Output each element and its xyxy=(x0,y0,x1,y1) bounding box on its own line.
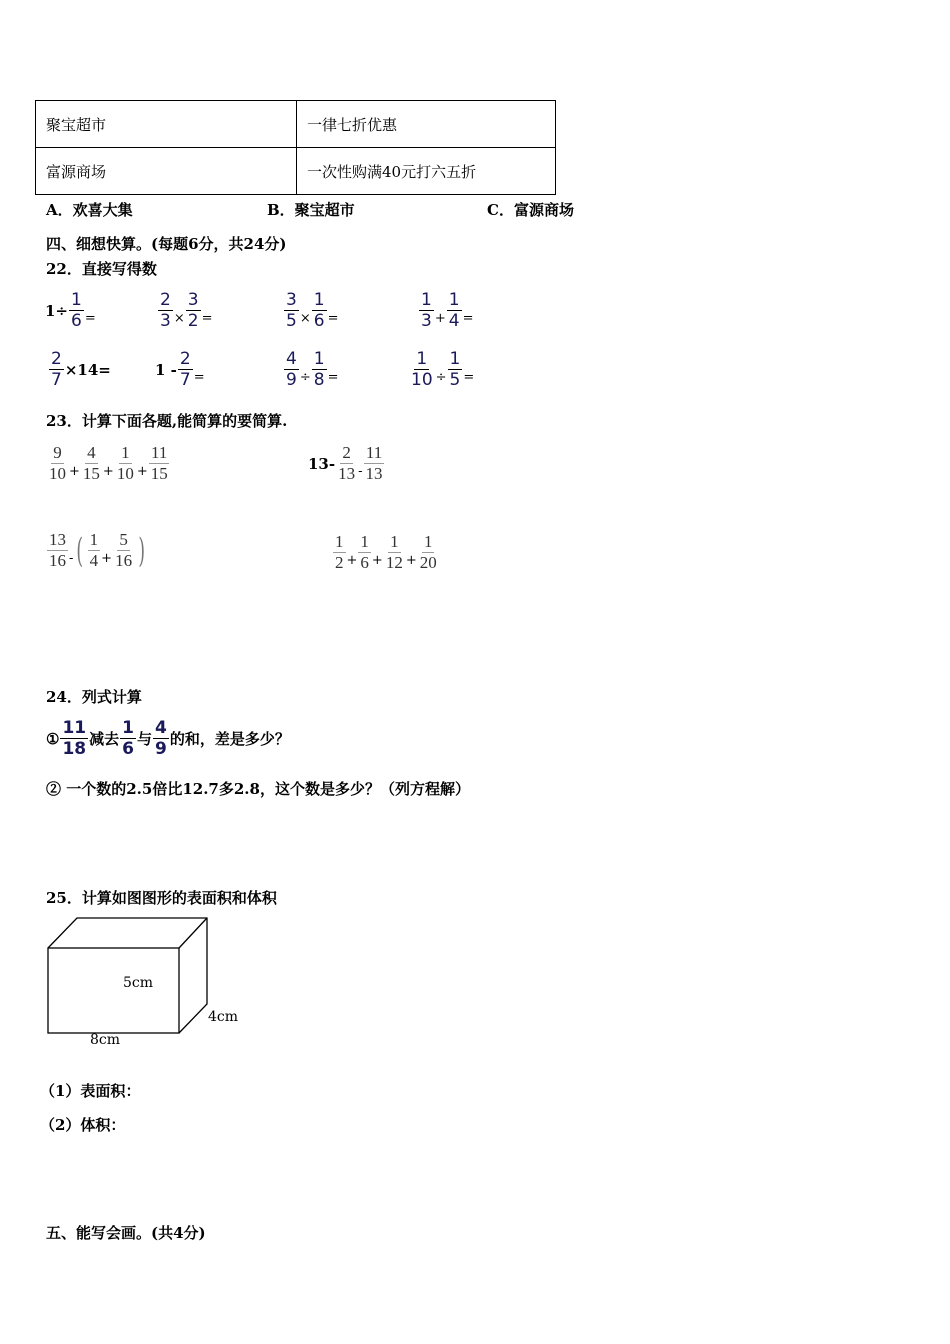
denominator: 3 xyxy=(421,311,432,331)
math-expression xyxy=(418,290,473,331)
denominator: 6 xyxy=(360,553,369,572)
operator: = xyxy=(84,311,96,326)
numerator: 2 xyxy=(160,290,171,310)
expression-text: 的和，差是多少？ xyxy=(169,730,290,748)
denominator: 10 xyxy=(49,464,66,483)
numerator: 1 xyxy=(416,349,428,369)
fraction xyxy=(333,532,346,573)
numerator: 1 xyxy=(122,718,134,738)
question-title: 25．计算如图图形的表面积和体积 xyxy=(46,889,277,907)
numerator: 1 xyxy=(121,443,130,462)
numerator: 3 xyxy=(286,290,297,310)
denominator: 10 xyxy=(411,370,433,390)
math-expression xyxy=(283,290,338,331)
denominator: 15 xyxy=(82,464,100,483)
denominator: 8 xyxy=(313,370,325,390)
operator: ÷ xyxy=(299,370,311,385)
numerator: 1 xyxy=(89,530,99,549)
math-expression xyxy=(157,290,212,331)
numerator: 9 xyxy=(53,443,62,462)
fraction xyxy=(418,532,439,573)
fraction xyxy=(88,530,101,571)
numerator: 4 xyxy=(87,443,96,462)
fraction xyxy=(178,349,193,390)
option-b: B．聚宝超市 xyxy=(267,201,355,219)
store-name: 聚宝超市 xyxy=(36,101,297,148)
math-expression xyxy=(155,349,205,390)
fraction xyxy=(69,290,84,331)
expression-text: 减去 xyxy=(89,730,120,748)
denominator: 7 xyxy=(51,370,62,390)
numerator: 11 xyxy=(151,443,168,462)
store-discount: 一次性购满40元打六五折 xyxy=(297,148,556,195)
parenthesis: ( xyxy=(76,530,84,571)
denominator: 10 xyxy=(116,464,134,483)
operator: = xyxy=(201,311,213,326)
parenthesis: ) xyxy=(138,530,146,571)
denominator: 16 xyxy=(49,551,66,570)
operator: + xyxy=(136,464,148,479)
expression-text: ×14= xyxy=(64,360,111,379)
fraction xyxy=(448,349,463,390)
denominator: 9 xyxy=(286,370,297,390)
denominator: 9 xyxy=(155,739,167,759)
operator: + xyxy=(102,464,114,479)
option-a: A．欢喜大集 xyxy=(46,201,133,219)
operator: - xyxy=(69,551,74,566)
operator: + xyxy=(405,553,417,568)
math-expression xyxy=(46,443,171,484)
fraction xyxy=(186,290,201,331)
operator: = xyxy=(327,311,339,326)
math-expression xyxy=(46,530,148,571)
fraction xyxy=(49,349,64,390)
numerator: 4 xyxy=(286,349,297,369)
expression-text: 与 xyxy=(136,730,152,748)
numerator: 1 xyxy=(335,532,344,551)
denominator: 6 xyxy=(71,311,82,331)
numerator: 1 xyxy=(313,290,325,310)
width-label: 4cm xyxy=(208,1009,239,1025)
numerator: 3 xyxy=(187,290,199,310)
operator: - xyxy=(358,464,363,479)
expression-text: 1 - xyxy=(155,360,177,379)
operator: + xyxy=(101,551,113,566)
numerator: 13 xyxy=(49,530,66,549)
answer-surface-area: （1）表面积： xyxy=(40,1082,141,1100)
numerator: 2 xyxy=(51,349,62,369)
numerator: 5 xyxy=(119,530,128,549)
fraction xyxy=(47,530,68,571)
numerator: 4 xyxy=(155,718,167,738)
store-discount: 一律七折优惠 xyxy=(297,101,556,148)
denominator: 18 xyxy=(62,739,87,759)
operator: + xyxy=(346,553,358,568)
denominator: 13 xyxy=(338,464,356,483)
fraction xyxy=(409,349,435,390)
denominator: 2 xyxy=(187,311,199,331)
denominator: 5 xyxy=(286,311,297,331)
fraction xyxy=(364,443,385,484)
denominator: 12 xyxy=(385,553,403,572)
denominator: 13 xyxy=(365,464,383,483)
numerator: 1 xyxy=(360,532,369,551)
fraction xyxy=(336,443,357,484)
denominator: 4 xyxy=(448,311,460,331)
question-title: 23．计算下面各题,能简算的要简算. xyxy=(46,412,288,430)
math-expression xyxy=(332,532,440,573)
fraction xyxy=(153,718,169,759)
fraction xyxy=(284,290,299,331)
expression-text: 13- xyxy=(308,454,336,473)
fraction xyxy=(384,532,405,573)
question-title: 24．列式计算 xyxy=(46,688,142,706)
math-expression xyxy=(283,349,338,390)
denominator: 3 xyxy=(160,311,171,331)
operator: ÷ xyxy=(435,370,447,385)
denominator: 15 xyxy=(150,464,168,483)
operator: + xyxy=(434,311,446,326)
fraction xyxy=(312,290,327,331)
denominator: 6 xyxy=(122,739,134,759)
fraction xyxy=(149,443,170,484)
store-name: 富源商场 xyxy=(36,148,297,195)
fraction xyxy=(60,718,88,759)
numerator: 11 xyxy=(62,718,87,738)
fraction xyxy=(284,349,299,390)
numerator: 2 xyxy=(342,443,351,462)
fraction xyxy=(419,290,434,331)
operator: + xyxy=(69,464,80,479)
operator: × xyxy=(173,311,185,326)
operator: = xyxy=(327,370,339,385)
expression-text: ① xyxy=(46,729,60,748)
operator: + xyxy=(371,553,383,568)
fraction xyxy=(47,443,68,484)
denominator: 20 xyxy=(419,553,437,572)
fraction xyxy=(81,443,102,484)
question-item-1 xyxy=(46,718,290,759)
fraction xyxy=(312,349,327,390)
numerator: 1 xyxy=(449,349,461,369)
math-expression xyxy=(48,349,111,390)
option-c: C．富源商场 xyxy=(487,201,574,219)
section-heading: 四、细想快算。(每题6分，共24分) xyxy=(46,235,287,253)
numerator: 1 xyxy=(390,532,399,551)
numerator: 2 xyxy=(179,349,191,369)
section-heading: 五、能写会画。(共4分) xyxy=(46,1224,206,1242)
math-expression xyxy=(45,290,96,331)
fraction xyxy=(358,532,371,573)
height-label: 5cm xyxy=(123,975,154,991)
question-item-2: ② 一个数的2.5倍比12.7多2.8，这个数是多少？（列方程解） xyxy=(46,780,470,798)
question-title: 22．直接写得数 xyxy=(46,260,157,278)
math-expression xyxy=(308,443,386,484)
numerator: 1 xyxy=(448,290,460,310)
answer-volume: （2）体积： xyxy=(40,1116,126,1134)
fraction xyxy=(120,718,136,759)
fraction xyxy=(113,530,134,571)
numerator: 1 xyxy=(71,290,82,310)
operator: × xyxy=(299,311,311,326)
fraction xyxy=(447,290,462,331)
fraction xyxy=(158,290,173,331)
operator: = xyxy=(463,370,475,385)
denominator: 6 xyxy=(313,311,325,331)
operator: = xyxy=(462,311,474,326)
numerator: 1 xyxy=(423,532,433,551)
math-expression xyxy=(408,349,474,390)
store-discount-table xyxy=(35,100,556,195)
numerator: 1 xyxy=(313,349,325,369)
numerator: 1 xyxy=(421,290,432,310)
denominator: 16 xyxy=(115,551,133,570)
denominator: 4 xyxy=(89,551,99,570)
operator: = xyxy=(193,370,205,385)
length-label: 8cm xyxy=(90,1032,121,1048)
expression-text: 1÷ xyxy=(45,301,69,320)
denominator: 5 xyxy=(449,370,461,390)
fraction xyxy=(115,443,136,484)
denominator: 7 xyxy=(179,370,191,390)
denominator: 2 xyxy=(335,553,344,572)
numerator: 11 xyxy=(365,443,383,462)
